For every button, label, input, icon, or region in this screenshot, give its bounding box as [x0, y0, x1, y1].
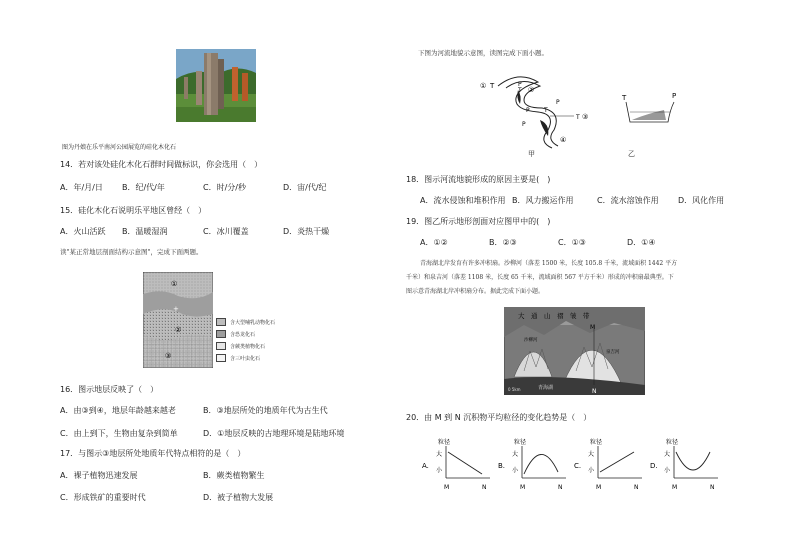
- q16-option-a[interactable]: A．由③到④，地层年龄越来越老: [60, 406, 176, 415]
- river-label-5: ②: [528, 86, 535, 94]
- q14-option-b[interactable]: B．纪/代/年: [122, 183, 165, 192]
- section-label-p: P: [672, 92, 677, 100]
- qinghai-intro-line-2: 千米）和泉吉河（落差 1108 米，长度 65 千米，流域面积 567 平方千米）形成的冲积扇最典型。下: [406, 274, 674, 281]
- river-label-4: P: [518, 81, 522, 88]
- graph-a-big: 大: [436, 451, 443, 458]
- q17-option-c[interactable]: C．形成铁矿的重要时代: [60, 493, 146, 502]
- graph-d-big: 大: [664, 451, 671, 458]
- legend-swatch-mammal: [216, 318, 226, 326]
- q18-option-a[interactable]: A．流水侵蚀和堆积作用: [420, 196, 506, 205]
- graph-a-xm: M: [444, 484, 450, 491]
- q20-graph-d[interactable]: [648, 436, 720, 492]
- q15-option-a[interactable]: A．火山活跃: [60, 227, 106, 236]
- river-label-3: T: [518, 87, 522, 94]
- legend-swatch-dinosaur: [216, 330, 226, 338]
- q19-option-c[interactable]: C．①③: [558, 238, 586, 247]
- graph-c-big: 大: [588, 451, 595, 458]
- q15-option-b[interactable]: B．温暖湿润: [122, 227, 168, 236]
- q18-option-c[interactable]: C．流水溶蚀作用: [597, 196, 659, 205]
- river-label-11: ③: [582, 113, 589, 121]
- q15-option-d[interactable]: D．炎热干燥: [283, 227, 330, 236]
- q14-option-c[interactable]: C．时/分/秒: [203, 183, 246, 192]
- q19-option-b[interactable]: B．②③: [489, 238, 517, 247]
- question-20: 20．由 M 到 N 沉积物平均粒径的变化趋势是（ ）: [406, 413, 592, 422]
- graph-d-xn: N: [710, 484, 715, 491]
- figure-jia-caption: 甲: [528, 150, 535, 158]
- river-cross-section: [620, 92, 682, 124]
- q14-option-d[interactable]: D．宙/代/纪: [283, 183, 327, 192]
- map-river-1: 沙柳河: [524, 338, 538, 343]
- q20-graph-c[interactable]: [572, 436, 644, 492]
- photo-caption: 图为丹娘在乐平南河公园展览的硅化木化石: [62, 144, 177, 151]
- legend-label-3: 含蕨类植物化石: [230, 343, 266, 350]
- river-label-6: P: [526, 107, 530, 114]
- graph-a-ylabel: 粒径: [438, 439, 451, 446]
- q16-option-b[interactable]: B．③地层所处的地质年代为古生代: [203, 406, 328, 415]
- q17-option-b[interactable]: B．蕨类植物繁生: [203, 471, 265, 480]
- qinghai-intro-line-1: 青海湖北岸发育有许多冲积扇。沙柳河（落差 1500 米，长度 105.8 千米，流域面积 1442 平方: [420, 260, 678, 267]
- graph-b-ylabel: 粒径: [514, 439, 527, 446]
- graph-d-small: 小: [664, 467, 671, 474]
- q18-option-b[interactable]: B．风力搬运作用: [512, 196, 574, 205]
- river-label-10: T: [576, 114, 580, 121]
- map-n-label: N: [592, 388, 597, 395]
- graph-b-small: 小: [512, 467, 519, 474]
- q20-graph-b[interactable]: [496, 436, 568, 492]
- graph-d-xm: M: [672, 484, 678, 491]
- figure-yi-caption: 乙: [628, 150, 635, 158]
- petrified-wood-photo: [176, 49, 256, 122]
- question-19: 19．图乙所示地形剖面对应图甲中的( ): [406, 217, 551, 226]
- graph-c-ylabel: 粒径: [590, 439, 603, 446]
- strata-diagram: [143, 272, 213, 368]
- question-15: 15．硅化木化石说明乐平地区曾经（ ）: [60, 206, 207, 215]
- river-label-7: T: [544, 107, 548, 114]
- graph-c-xn: N: [634, 484, 639, 491]
- q20-graph-a[interactable]: [420, 436, 492, 492]
- q19-option-a[interactable]: A．①②: [420, 238, 448, 247]
- graph-d-letter: D.: [650, 462, 658, 470]
- map-lake: 青海湖: [538, 385, 554, 391]
- alluvial-fan-map: [504, 307, 645, 395]
- legend-label-4: 含三叶虫化石: [230, 355, 261, 362]
- river-meander-diagram: [478, 68, 608, 158]
- legend-label-1: 含大型哺乳动物化石: [230, 319, 276, 326]
- legend-label-2: 含恐龙化石: [230, 331, 256, 338]
- qinghai-intro-line-3: 图示意青海湖北岸冲积扇分布。据此完成下面小题。: [406, 288, 545, 295]
- graph-b-letter: B.: [498, 462, 506, 470]
- q16-option-c[interactable]: C．由上到下，生物由复杂到简单: [60, 429, 178, 438]
- graph-c-small: 小: [588, 467, 595, 474]
- q18-option-d[interactable]: D．风化作用: [678, 196, 725, 205]
- river-label-12: ④: [560, 136, 567, 144]
- q17-option-d[interactable]: D．被子植物大发展: [203, 493, 274, 502]
- river-label-8: P: [556, 99, 560, 106]
- question-18: 18．图示河流地貌形成的原因主要是( ): [406, 175, 551, 184]
- graph-a-small: 小: [436, 467, 443, 474]
- question-14: 14．若对该处硅化木化石群时间做标识，你会选用（ ）: [60, 160, 263, 169]
- q17-option-a[interactable]: A．裸子植物迅速发展: [60, 471, 138, 480]
- graph-a-xn: N: [482, 484, 487, 491]
- question-16: 16．图示地层反映了（ ）: [60, 385, 159, 394]
- question-17: 17．与图示③地层所处地质年代特点相符的是（ ）: [60, 449, 246, 458]
- legend-swatch-trilobite: [216, 354, 226, 362]
- river-label-9: P: [522, 121, 526, 128]
- q15-option-c[interactable]: C．冰川覆盖: [203, 227, 249, 236]
- strata-intro: 读"某正常地层剖面结构示意图"，完成下面两题。: [60, 248, 203, 256]
- map-m-label: M: [590, 324, 596, 331]
- layer-label-3: ③: [165, 352, 172, 360]
- river-intro: 下图为河流地貌示意图，读图完成下面小题。: [418, 49, 548, 57]
- river-label-2: T: [490, 82, 495, 90]
- graph-b-big: 大: [512, 451, 519, 458]
- graph-c-letter: C.: [574, 462, 582, 470]
- graph-d-ylabel: 粒径: [666, 439, 679, 446]
- graph-c-xm: M: [596, 484, 602, 491]
- svg-text:+: +: [173, 305, 179, 313]
- graph-b-xn: N: [558, 484, 563, 491]
- legend-swatch-fern: [216, 342, 226, 350]
- river-label-1: ①: [480, 82, 487, 90]
- map-scale: 0 5km: [508, 387, 521, 392]
- graph-b-xm: M: [520, 484, 526, 491]
- layer-label-1: ①: [171, 280, 178, 288]
- map-river-2: 泉吉河: [606, 350, 620, 355]
- map-top-label: 大 通 山 褶 皱 带: [518, 312, 590, 320]
- strata-legend: [216, 318, 296, 368]
- q14-option-a[interactable]: A．年/月/日: [60, 183, 103, 192]
- q19-option-d[interactable]: D．①④: [627, 238, 656, 247]
- layer-label-2: ②: [175, 326, 182, 334]
- section-label-t: T: [622, 94, 627, 102]
- graph-a-letter: A.: [422, 462, 429, 470]
- q16-option-d[interactable]: D．①地层反映的古地理环境是陆地环境: [203, 429, 345, 438]
